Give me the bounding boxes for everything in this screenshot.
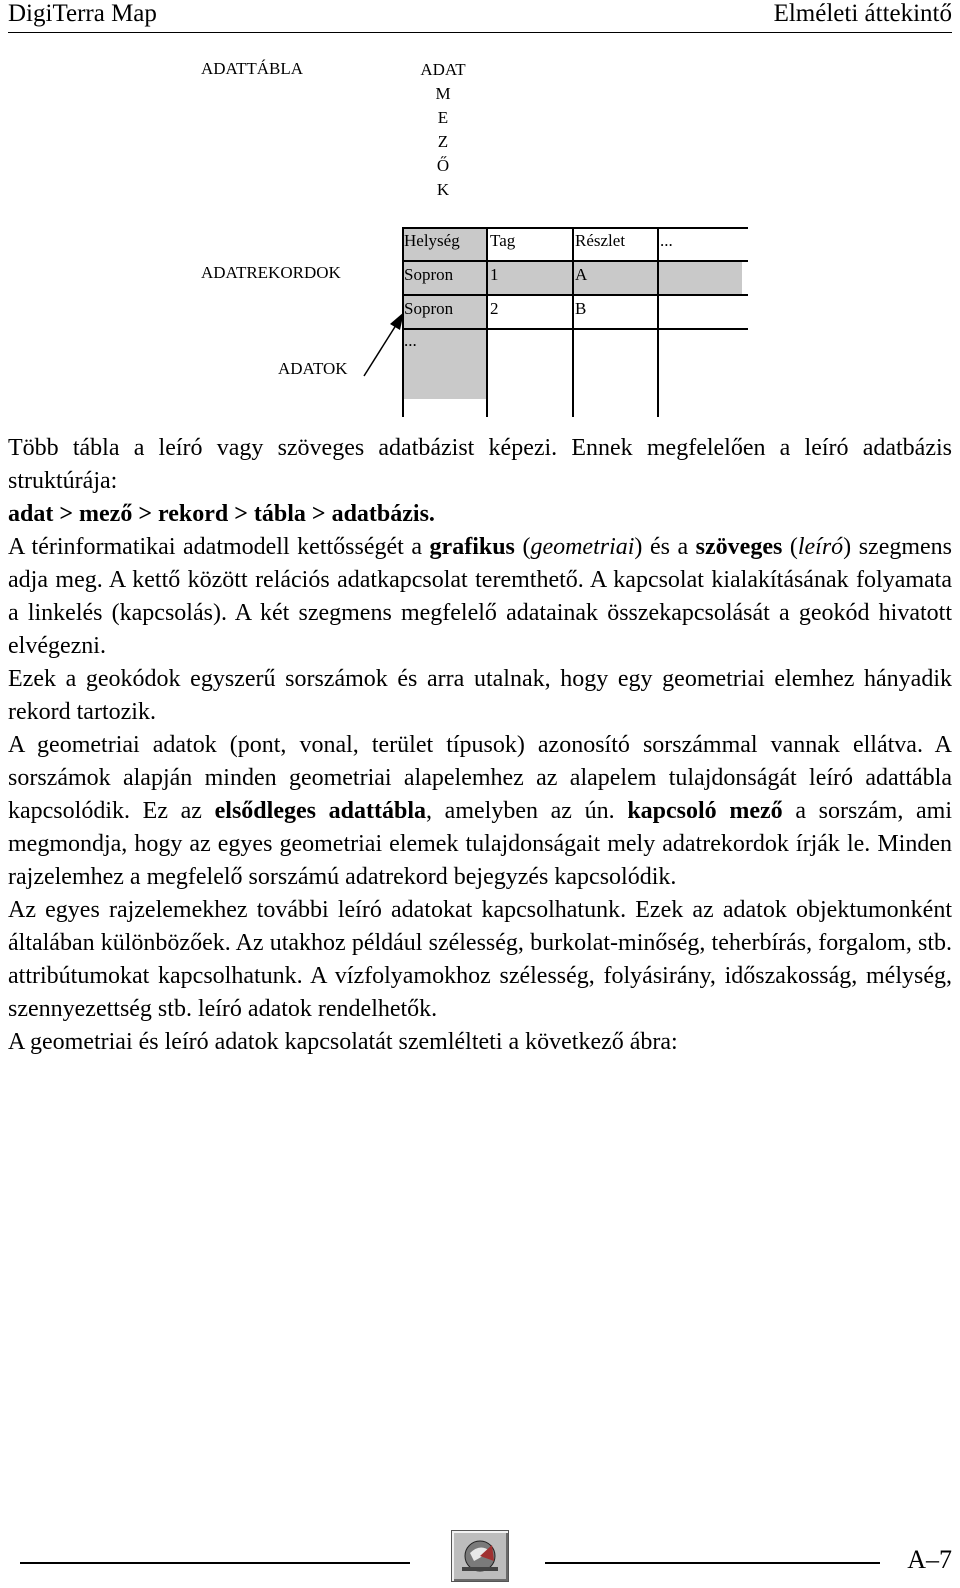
paragraph	[8, 1026, 952, 1059]
table-column-rule	[486, 227, 488, 417]
bold-term: szöveges	[695, 534, 783, 560]
table-rule	[402, 328, 748, 330]
table-cell: 1	[490, 265, 499, 284]
label-adatmezok-line: M	[435, 84, 451, 103]
text-run: A geometriai adatok (pont, vonal, terület típusok) azonosító sorszámmal vannak ellátva. A sorszámok alapján minden geometriai alapelemhez az alapelem tulajdonságát leíró adattábla kapcsolódik. Ez az	[8, 732, 952, 824]
paragraph	[8, 894, 952, 1026]
text-run: (	[782, 534, 798, 560]
header-title: DigiTerra Map	[8, 0, 157, 27]
table-rule	[402, 294, 748, 296]
label-adatmezok-line: K	[436, 180, 450, 199]
paragraph-text: A geometriai és leíró adatok kapcsolatát szemlélteti a következő ábra:	[8, 1029, 678, 1055]
header-section: Elméleti áttekintő	[773, 0, 952, 27]
table-cell: 2	[490, 299, 499, 318]
text-run: , amelyben az ún.	[426, 798, 628, 824]
page-header	[8, 0, 952, 33]
paragraph	[8, 432, 952, 498]
body-text	[8, 432, 952, 1059]
paragraph	[8, 729, 952, 894]
table-header-cell: Helység	[404, 231, 460, 250]
paragraph	[8, 531, 952, 663]
bold-term: grafikus	[429, 534, 515, 560]
table-column-rule	[572, 227, 574, 417]
digiterra-logo-icon	[451, 1530, 509, 1582]
table-header-cell: Tag	[490, 231, 516, 250]
paragraph-text: Több tábla a leíró vagy szöveges adatbázist képezi. Ennek megfelelően a leíró adatbázis struktúrája:	[8, 435, 952, 494]
label-adatok: ADATOK	[278, 359, 348, 378]
text-run: A térinformatikai adatmodell kettősségét a	[8, 534, 430, 560]
label-adatmezok-line: ADAT	[420, 60, 466, 79]
label-adatmezok-line: E	[437, 108, 449, 127]
table-cell: ...	[404, 331, 417, 350]
label-adatmezok	[413, 58, 473, 202]
table-rule	[402, 227, 748, 229]
table-cell: B	[575, 299, 587, 318]
bold-term: kapcsoló mező	[627, 798, 783, 824]
text-run: ) szegmens adja meg. A kettő között relációs adatkapcsolat teremthető. A kapcsolat kialakításának folyamata a linkelés (kapcsolás). A két szegmens megfelelő adatainak összekapcsolását a geokód hivatott elvégezni.	[8, 534, 953, 659]
label-adatmezok-line: Ő	[436, 156, 450, 175]
label-adatmezok-line: Z	[437, 132, 449, 151]
bold-term: elsődleges adattábla	[214, 798, 426, 824]
paragraph-text: Ezek a geokódok egyszerű sorszámok és arra utalnak, hogy egy geometriai elemhez hányadik rekord tartozik.	[8, 666, 952, 725]
footer-rule-left	[20, 1562, 410, 1564]
footer-rule-right	[545, 1562, 880, 1564]
paragraph-text: Az egyes rajzelemekhez további leíró adatokat kapcsolhatunk. Ezek az adatok objektumonként általában különbözőek. Az utakhoz például szélesség, burkolat-minőség, teherbírás, forgalom, stb. attribútumokat kapcsolhatunk. A vízfolyamokhoz szélesség, folyásirány, időszakosság, mélység, szennyezettség stb. leíró adatok rendelhetők.	[8, 897, 952, 1022]
arrow-icon	[360, 310, 410, 380]
italic-term: geometriai	[530, 534, 635, 560]
paragraph	[8, 663, 952, 729]
table-header-cell: ...	[660, 231, 673, 250]
label-adatrekordok: ADATREKORDOK	[201, 263, 341, 282]
page-number: A–7	[907, 1545, 952, 1574]
text-run: ) és a	[634, 534, 696, 560]
text-run: (	[514, 534, 531, 560]
table-rule	[402, 260, 748, 262]
table-header-cell: Részlet	[575, 231, 626, 250]
table-cell: A	[575, 265, 588, 284]
italic-term: leíró	[797, 534, 844, 560]
label-adattabla: ADATTÁBLA	[201, 59, 303, 78]
table-column-rule	[657, 227, 659, 417]
sample-data-table	[402, 227, 748, 417]
bold-structure: adat > mező > rekord > tábla > adatbázis.	[8, 501, 435, 527]
table-cell: Sopron	[404, 265, 454, 284]
paragraph	[8, 498, 952, 531]
text-run: a sorszám, ami megmondja, hogy az egyes geometriai elemek tulajdonságait mely adatrekordok írják le. Minden rajzelemhez a megfelelő sorszámú adatrekord bejegyzés kapcsolódik.	[8, 798, 952, 890]
table-cell: Sopron	[404, 299, 454, 318]
